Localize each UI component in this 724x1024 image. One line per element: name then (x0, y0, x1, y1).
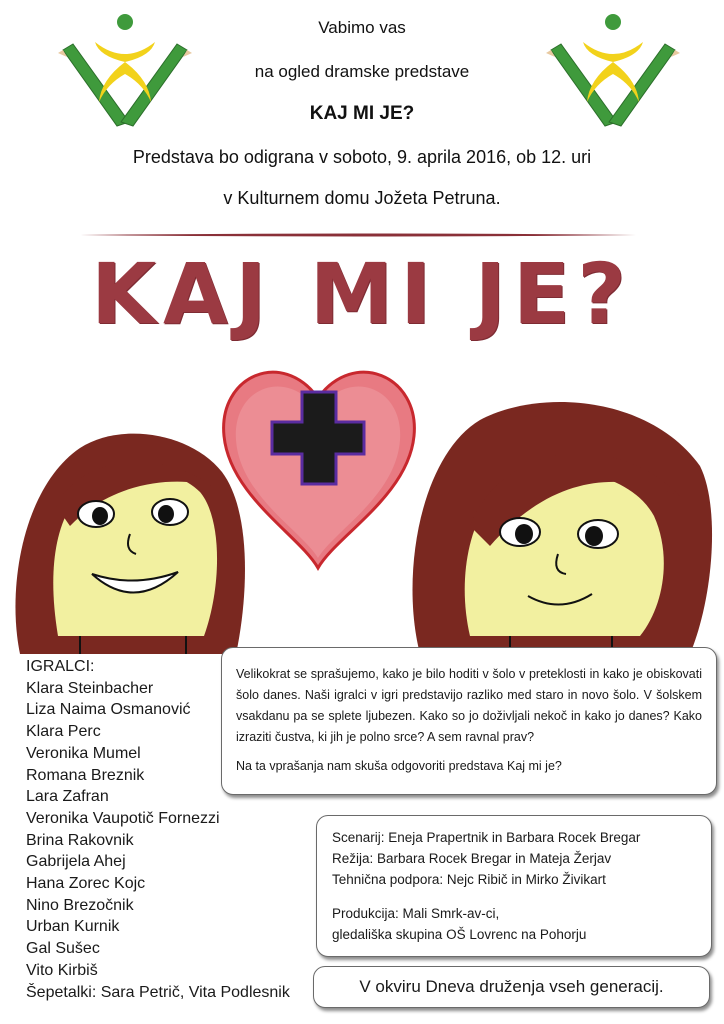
cast-member: Nino Brezočnik (26, 896, 134, 914)
cast-member: Veronika Mumel (26, 744, 141, 762)
credit-tech: Tehnična podpora: Nejc Ribič in Mirko Živikart (332, 872, 606, 887)
prompters-line: Šepetalki: Sara Petrič, Vita Podlesnik (26, 983, 290, 1001)
divider (80, 232, 640, 238)
cast-member: Lara Zafran (26, 788, 109, 806)
description-paragraph: Velikokrat se sprašujemo, kako je bilo hoditi v šolo v preteklosti in kako je obiskovati šolo danes. Naši igralci v igri predstavijo razliko med staro in novo šolo. V šolskem vsakdanu pa se splete ljubezen. Kako so jo doživljali nekoč in kako jo danes? Kako izraziti čustva, ki jih je polno srce? A sem ravnal prav? (236, 667, 702, 744)
cast-member: Veronika Vaupotič Fornezzi (26, 809, 220, 827)
description-question: Na ta vprašanja nam skuša odgovoriti predstava Kaj mi je? (236, 759, 562, 773)
credit-direction: Režija: Barbara Rocek Bregar in Mateja Žerjav (332, 851, 612, 866)
cast-member: Gabrijela Ahej (26, 853, 126, 871)
cast-heading: IGRALCI: (26, 658, 95, 675)
cast-member: Vito Kirbiš (26, 961, 98, 979)
cast-member: Klara Perc (26, 723, 101, 741)
cast-member: Brina Rakovnik (26, 831, 134, 849)
cast-member: Hana Zorec Kojc (26, 875, 146, 893)
cast-member: Liza Naima Osmanović (26, 701, 191, 719)
credit-group: gledališka skupina OŠ Lovrenc na Pohorju (332, 927, 587, 942)
credits-box (316, 815, 712, 957)
footer-text: V okviru Dneva druženja vseh generacij. (359, 977, 664, 996)
play-title-small: KAJ MI JE? (309, 103, 415, 124)
invitation-line: Vabimo vas (318, 18, 406, 37)
venue-line: v Kulturnem domu Jožeta Petruna. (223, 188, 501, 208)
girl-face-right (413, 402, 713, 654)
description-box (221, 647, 717, 795)
big-title: KAJ MI JE? (90, 245, 634, 343)
illustration (0, 336, 724, 654)
footer-box (313, 966, 710, 1008)
credit-production: Produkcija: Mali Smrk-av-ci, (332, 906, 500, 921)
date-line: Predstava bo odigrana v soboto, 9. aprila 2016, ob 12. uri (132, 147, 592, 167)
girl-face-left (15, 434, 245, 654)
invitation-subline: na ogled dramske predstave (254, 62, 470, 81)
cast-member: Romana Breznik (26, 766, 145, 784)
cast-member: Urban Kurnik (26, 918, 120, 936)
credit-script: Scenarij: Eneja Prapertnik in Barbara Rocek Bregar (332, 830, 641, 845)
cast-member: Klara Steinbacher (26, 679, 154, 697)
cast-member: Gal Sušec (26, 940, 100, 958)
